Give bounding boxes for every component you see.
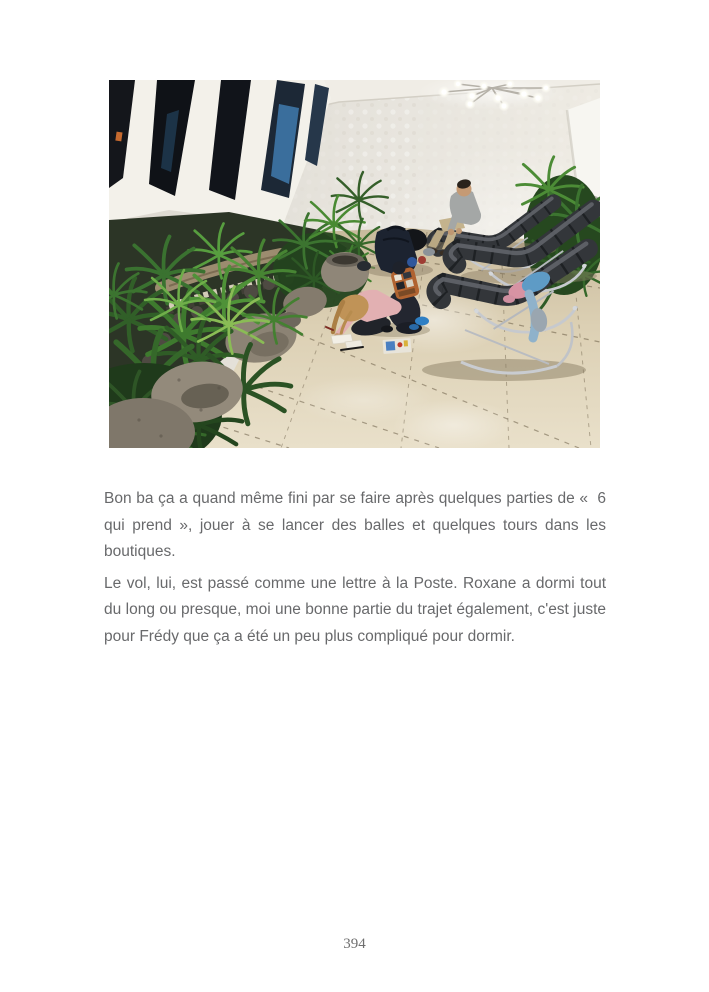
lounge-scene-illustration [109,80,600,448]
page-number: 394 [343,936,366,952]
body-paragraph: Bon ba ça a quand même fini par se faire après quelques parties de « 6 qui prend », jouer à se lancer des balles et quelques tours dans les boutiques. [104,490,606,561]
body-text [104,486,606,656]
body-paragraph: Le vol, lui, est passé comme une lettre à la Poste. Roxane a dormi tout du long ou presque, moi une bonne partie du trajet également, c'est juste pour Frédy que ça a été un peu plus compliqué pour dormir. [104,574,606,645]
travel-photo [109,80,600,448]
